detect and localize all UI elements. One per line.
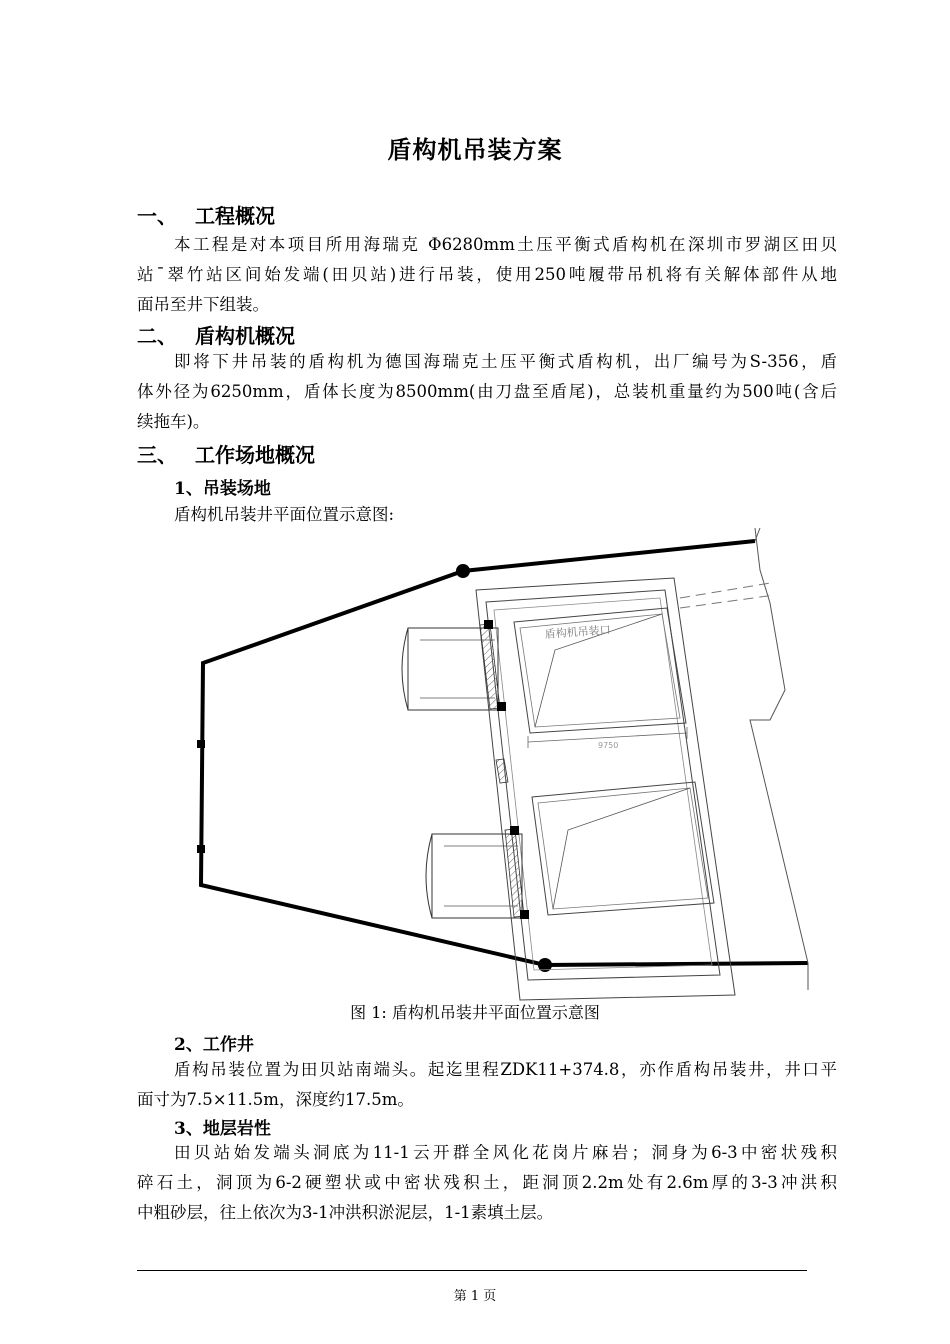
dashed-line (680, 595, 775, 608)
paragraph-line: 碎石土，洞顶为6-2硬塑状或中密状残积土，距洞顶2.2m处有2.6m厚的3-3冲洪积 (137, 1173, 837, 1192)
boundary-tick (197, 845, 205, 853)
section-title: 工作场地概况 (195, 443, 315, 467)
subsection-3-paragraph (137, 1138, 837, 1228)
boundary-corner-marker (456, 564, 470, 578)
tunnel-tube-upper-end (402, 628, 408, 710)
anchor-block (520, 910, 529, 919)
hoist-opening-label: 盾构机吊装口 (544, 623, 612, 641)
section-title: 盾构机概况 (195, 324, 295, 348)
subsection-heading-1: 1、吊装场地 (174, 479, 271, 499)
wall-hatch (496, 759, 508, 783)
paragraph-line: 续拖车)。 (137, 412, 210, 431)
hoist-opening-lower-inner (538, 788, 708, 909)
anchor-block (497, 702, 506, 711)
paragraph-line: 即将下井吊装的盾构机为德国海瑞克土压平衡式盾构机，出厂编号为S-356，盾 (174, 352, 837, 371)
paragraph-line: 本工程是对本项目所用海瑞克 Φ6280mm土压平衡式盾构机在深圳市罗湖区田贝 (174, 235, 837, 254)
document-title: 盾构机吊装方案 (387, 135, 563, 164)
paragraph-line: 盾构吊装位置为田贝站南端头。起迄里程ZDK11+374.8，亦作盾构吊装井，井口平 (174, 1060, 837, 1079)
paragraph-line: 田贝站始发端头洞底为11-1云开群全风化花岗片麻岩；洞身为6-3中密状残积 (174, 1143, 837, 1162)
boundary-tick (197, 740, 205, 748)
road-edge-line (750, 528, 808, 990)
dashed-line (680, 583, 770, 598)
hoist-opening-diagonal (553, 788, 690, 909)
section-title: 工程概况 (195, 204, 275, 228)
paragraph-line: 中粗砂层，往上依次为3-1冲洪积淤泥层，1-1素填土层。 (137, 1203, 554, 1222)
paragraph-line: 体外径为6250mm，盾体长度为8500mm(由刀盘至盾尾)，总装机重量约为500吨(含后 (137, 382, 837, 401)
footer-rule (137, 1270, 807, 1271)
paragraph-line: 面寸为7.5×11.5m，深度约17.5m。 (137, 1090, 414, 1109)
section-number: 三、 (137, 443, 177, 467)
section-number: 一、 (137, 204, 177, 228)
wall-hatch (505, 829, 524, 917)
shaft-inner-wall (486, 590, 720, 980)
tunnel-tube-lower-end (426, 834, 432, 918)
subsection-heading-2: 2、工作井 (174, 1035, 254, 1055)
paragraph-line: 站¯翠竹站区间始发端(田贝站)进行吊装，使用250吨履带吊机将有关解体部件从地 (137, 265, 837, 284)
subsection-2-paragraph (137, 1055, 837, 1115)
subsection-heading-3: 3、地层岩性 (174, 1119, 271, 1139)
anchor-block (484, 620, 493, 629)
dimension-label: 9750 (598, 741, 619, 750)
paragraph-line: 盾构机吊装井平面位置示意图: (174, 505, 395, 524)
page-number: 第 1 页 (453, 1289, 497, 1304)
figure-caption: 图 1: 盾构机吊装井平面位置示意图 (350, 1003, 600, 1022)
anchor-block (510, 826, 519, 835)
paragraph-line: 面吊至井下组装。 (137, 295, 269, 314)
hoist-opening-lower (532, 782, 714, 915)
section-number: 二、 (137, 324, 177, 348)
site-boundary (201, 541, 808, 965)
